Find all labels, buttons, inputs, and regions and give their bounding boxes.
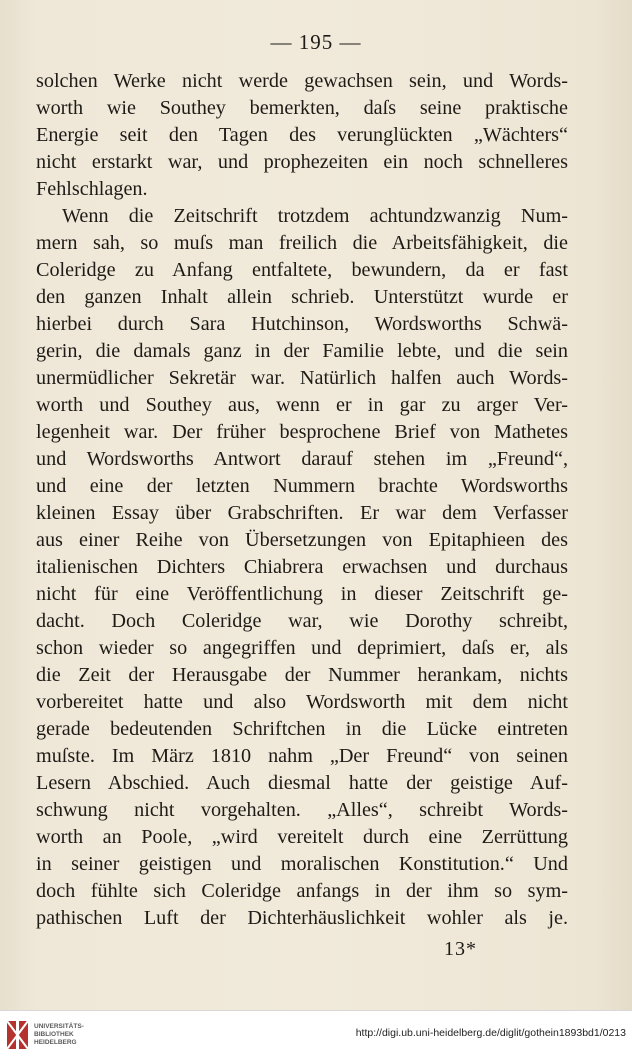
library-name-line: BIBLIOTHEK bbox=[34, 1031, 74, 1038]
text-line: nicht erstarkt war, und prophezeiten ein noch schnelleres bbox=[36, 151, 568, 173]
text-line: italienischen Dichters Chiabrera erwachsen und durchaus bbox=[36, 556, 568, 578]
text-line: dacht. Doch Coleridge war, wie Dorothy schreibt, bbox=[36, 610, 568, 632]
body-text bbox=[36, 68, 568, 932]
text-line: die Zeit der Herausgabe der Nummer herankam, nichts bbox=[36, 664, 568, 686]
text-line: pathischen Luft der Dichterhäuslichkeit wohler als je. bbox=[36, 907, 568, 929]
text-line: vorbereitet hatte und also Wordsworth mit dem nicht bbox=[36, 691, 568, 713]
text-line: doch fühlte sich Coleridge anfangs in der ihm so sym- bbox=[36, 880, 568, 902]
text-line: mern sah, so muſs man freilich die Arbeitsfähigkeit, die bbox=[36, 232, 568, 254]
text-line: gerade bedeutenden Schriftchen in die Lücke eintreten bbox=[36, 718, 568, 740]
library-name-line: UNIVERSITÄTS- bbox=[34, 1023, 84, 1030]
text-line: und eine der letzten Nummern brachte Wordsworths bbox=[36, 475, 568, 497]
text-line: Coleridge zu Anfang entfaltete, bewundern, da er fast bbox=[36, 259, 568, 281]
viewer-footer bbox=[0, 1010, 632, 1060]
text-line: unermüdlicher Sekretär war. Natürlich halfen auch Words- bbox=[36, 367, 568, 389]
text-line: Lesern Abschied. Auch diesmal hatte der geistige Auf- bbox=[36, 772, 568, 794]
text-line: hierbei durch Sara Hutchinson, Wordsworths Schwä- bbox=[36, 313, 568, 335]
text-line: aus einer Reihe von Übersetzungen von Epitaphieen des bbox=[36, 529, 568, 551]
library-name bbox=[34, 1023, 84, 1047]
text-line: legenheit war. Der früher besprochene Brief von Mathetes bbox=[36, 421, 568, 443]
text-line: und Wordsworths Antwort darauf stehen im „Freund“, bbox=[36, 448, 568, 470]
text-line: worth wie Southey bemerkten, daſs seine praktische bbox=[36, 97, 568, 119]
text-line: gerin, die damals ganz in der Familie lebte, und die sein bbox=[36, 340, 568, 362]
text-line: Wenn die Zeitschrift trotzdem achtundzwanzig Num- bbox=[62, 205, 568, 227]
library-name-line: HEIDELBERG bbox=[34, 1039, 77, 1046]
text-line: den ganzen Inhalt allein schrieb. Unterstützt wurde er bbox=[36, 286, 568, 308]
signature-mark: 13* bbox=[444, 938, 477, 960]
text-line: kleinen Essay über Grabschriften. Er war dem Verfasser bbox=[36, 502, 568, 524]
text-line: worth und Southey aus, wenn er in gar zu arger Ver- bbox=[36, 394, 568, 416]
text-line: solchen Werke nicht werde gewachsen sein, und Words- bbox=[36, 70, 568, 92]
page-number: — 195 — bbox=[270, 30, 362, 54]
text-line: worth an Poole, „wird vereitelt durch eine Zerrüttung bbox=[36, 826, 568, 848]
permalink-url[interactable]: http://digi.ub.uni-heidelberg.de/diglit/gothein1893bd1/0213 bbox=[355, 1027, 626, 1039]
text-line: in seiner geistigen und moralischen Konstitution.“ Und bbox=[36, 853, 568, 875]
text-line: schwung nicht vorgehalten. „Alles“, schreibt Words- bbox=[36, 799, 568, 821]
text-line: Fehlschlagen. bbox=[36, 178, 148, 200]
text-line: schon wieder so angegriffen und deprimiert, daſs er, als bbox=[36, 637, 568, 659]
library-logo-icon bbox=[6, 1019, 30, 1051]
text-line: muſste. Im März 1810 nahm „Der Freund“ von seinen bbox=[36, 745, 568, 767]
text-line: Energie seit den Tagen des verunglückten „Wächters“ bbox=[36, 124, 568, 146]
text-line: nicht für eine Veröffentlichung in dieser Zeitschrift ge- bbox=[36, 583, 568, 605]
